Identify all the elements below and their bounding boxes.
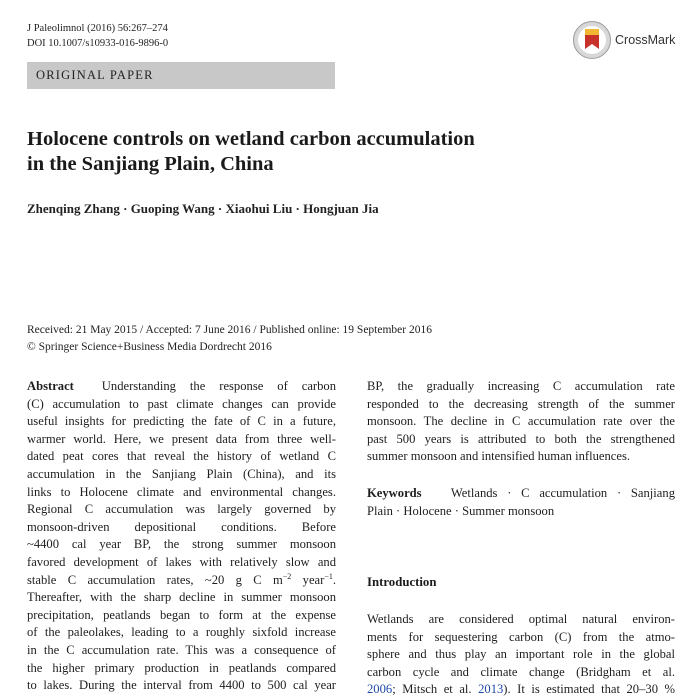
intro-line: sphere and thus play an important role in the global: [367, 647, 675, 662]
abstract-line: ~4400 cal year BP, the strong summer monsoon: [27, 537, 336, 552]
crossmark-badge[interactable]: [572, 20, 675, 60]
abstract-line: useful insights for predicting the fate of C in a future,: [27, 414, 336, 429]
introduction-heading: Introduction: [367, 575, 437, 589]
abstract-line: in the C accumulation rate. This was a consequence of: [27, 642, 336, 657]
intro-line: carbon cycle and climate change (Bridgham et al.: [367, 664, 675, 679]
crossmark-label: CrossMark: [615, 33, 676, 47]
title-line-2: in the Sanjiang Plain, China: [27, 153, 274, 175]
abstract-line: Abstract Understanding the response of carbon: [27, 379, 336, 393]
abstract-line: responded to the decreasing strength of the summer: [367, 396, 675, 411]
citation-link[interactable]: 2013: [478, 682, 504, 697]
abstract-line: of the paleolakes, leading to a roughly sixfold increase: [27, 625, 336, 640]
keywords-block: [367, 485, 675, 520]
introduction-text: [367, 611, 675, 699]
abstract-line: favored development of lakes with relatively slow and: [27, 554, 336, 569]
publication-dates: [27, 322, 432, 356]
abstract-line: Regional C accumulation was largely governed by: [27, 502, 336, 517]
citation-link[interactable]: 2006: [367, 682, 393, 697]
intro-line-with-refs: 2006; Mitsch et al. 2013). It is estimated that 20–30 %: [367, 682, 676, 697]
abstract-line: precipitation, peatlands began to form at the expense: [27, 607, 336, 622]
abstract-line: (C) accumulation to past climate changes can provide: [27, 396, 336, 411]
abstract-line: Thereafter, with the sharp decline in summer monsoon: [27, 590, 336, 605]
copyright-line: © Springer Science+Business Media Dordrecht 2016: [27, 341, 272, 353]
abstract-line: links to Holocene climate and environmental changes.: [27, 484, 336, 499]
abstract-line: the higher primary production in peatlands compared: [27, 660, 336, 675]
abstract-line-with-units: stable C accumulation rates, ~20 g C $m^{-2}$ year$^{-1}$.: [27, 571, 336, 587]
abstract-line: BP, the gradually increasing C accumulation rate: [367, 379, 675, 393]
abstract-heading: Abstract: [27, 379, 74, 393]
history-dates: Received: 21 May 2015 / Accepted: 7 June 2016 / Published online: 19 September 2016: [27, 324, 432, 336]
section-label: ORIGINAL PAPER: [36, 68, 154, 82]
abstract-left-column: [27, 378, 336, 695]
abstract-line: dated peat cores that reveal the history of wetland C: [27, 449, 336, 464]
section-label-band: [27, 62, 335, 89]
abstract-line: monsoon. The decline in C accumulation rate over the: [367, 414, 675, 429]
abstract-line: to lakes. During the interval from 4400 to 500 cal year: [27, 678, 336, 693]
article-title: [27, 127, 587, 177]
intro-line: ments for sequestering carbon (C) from the atmo-: [367, 629, 675, 644]
abstract-line: summer monsoon and intensified human influences.: [367, 449, 631, 464]
title-line-1: Holocene controls on wetland carbon accumulation: [27, 128, 475, 150]
abstract-line: accumulation in the Sanjiang Plain (China), and its: [27, 466, 336, 481]
doi-link[interactable]: DOI 10.1007/s10933-016-9896-0: [27, 38, 169, 49]
keywords-line: Plain · Holocene · Summer monsoon: [367, 503, 555, 518]
abstract-line: warmer world. Here, we present data from three well-: [27, 431, 336, 446]
journal-citation: [27, 21, 168, 51]
abstract-line: monsoon-driven depositional conditions. Before: [27, 519, 336, 534]
keywords-heading: Keywords: [367, 486, 422, 500]
intro-line: Wetlands are considered optimal natural environ-: [367, 612, 675, 626]
abstract-right-column: [367, 378, 675, 466]
abstract-line: past 500 years is attributed to both the strengthened: [367, 431, 675, 446]
crossmark-icon: [572, 20, 612, 60]
author-list[interactable]: Zhenqing Zhang · Guoping Wang · Xiaohui Liu · Hongjuan Jia: [27, 201, 379, 216]
journal-volume-pages: J Paleolimnol (2016) 56:267–274: [27, 23, 168, 34]
keywords-line: Keywords Wetlands · C accumulation · Sanjiang: [367, 486, 675, 500]
